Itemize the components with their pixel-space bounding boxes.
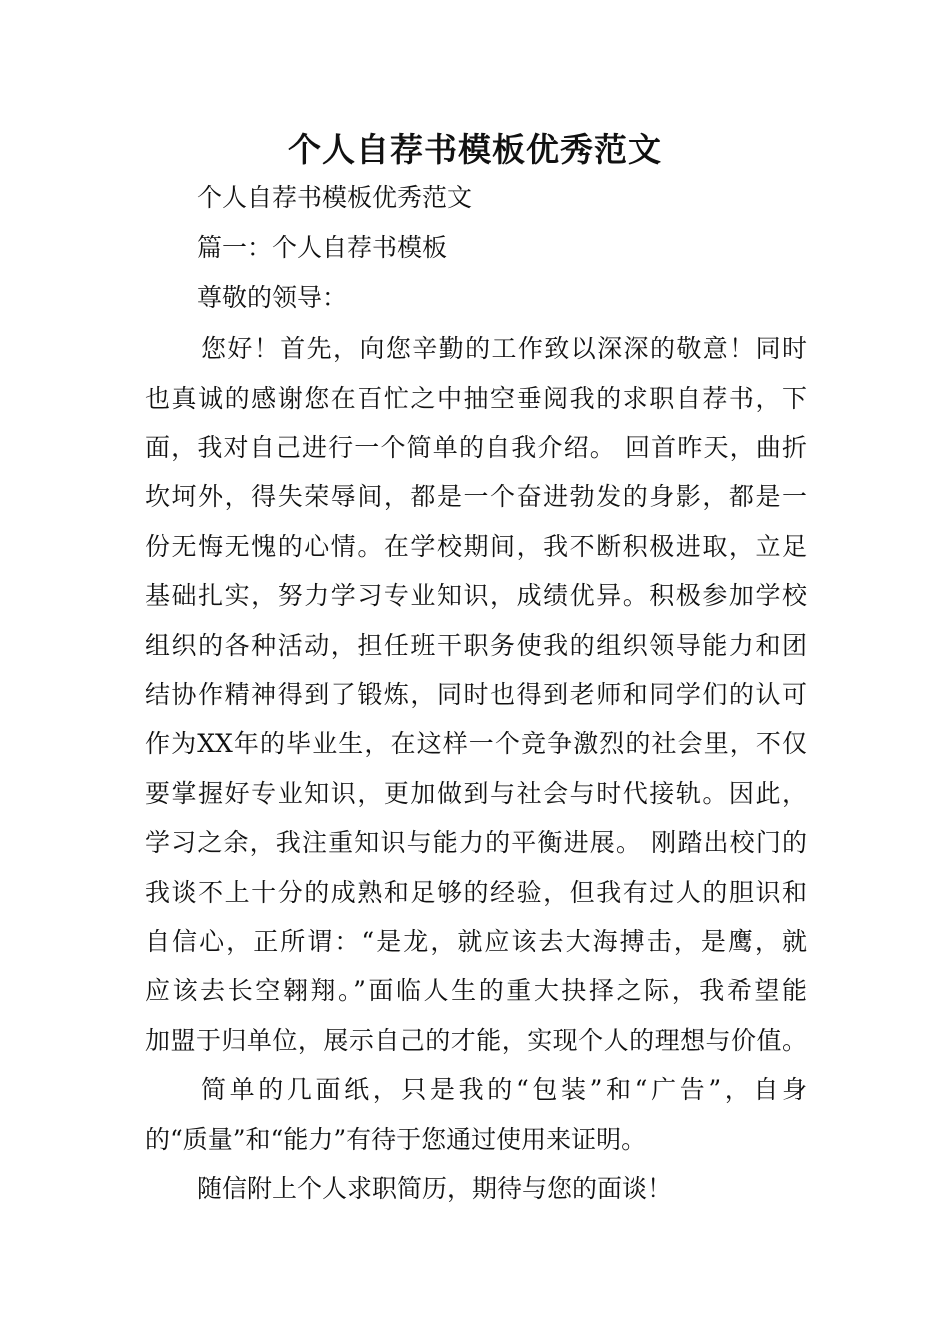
document-title: 个人自荐书模板优秀范文 <box>288 130 662 169</box>
body-line: 我谈不上十分的成熟和足够的经验，但我有过人的胆识和 <box>145 878 807 907</box>
salutation: 尊敬的领导： <box>197 283 348 312</box>
body-line: 基础扎实，努力学习专业知识，成绩优异。积极参加学校 <box>145 581 807 610</box>
closing-line: 随信附上个人求职简历，期待与您的面谈！ <box>197 1174 673 1203</box>
body-line: 也真诚的感谢您在百忙之中抽空垂阅我的求职自荐书，下 <box>145 384 807 413</box>
body-line: 坎坷外，得失荣辱间，都是一个奋进勃发的身影，都是一 <box>145 482 807 511</box>
section-heading: 篇一：个人自荐书模板 <box>197 233 448 262</box>
body-line: 的“质量”和“能力”有待于您通过使用来证明。 <box>145 1125 647 1154</box>
body-line: 结协作精神得到了锻炼，同时也得到老师和同学们的认可 <box>145 680 807 709</box>
body-line: 作为XX年的毕业生，在这样一个竞争激烈的社会里，不仅 <box>145 729 807 758</box>
body-line: 简单的几面纸，只是我的“包装”和“广告”，自身 <box>201 1075 807 1104</box>
body-line: 组织的各种活动，担任班干职务使我的组织领导能力和团 <box>145 631 807 660</box>
body-line: 份无悔无愧的心情。在学校期间，我不断积极进取，立足 <box>145 532 807 561</box>
subtitle-line: 个人自荐书模板优秀范文 <box>197 183 473 212</box>
body-line: 您好！首先，向您辛勤的工作致以深深的敬意！同时 <box>201 334 807 363</box>
body-line: 学习之余，我注重知识与能力的平衡进展。 刚踏出校门的 <box>145 828 807 857</box>
body-line: 要掌握好专业知识，更加做到与社会与时代接轨。因此， <box>145 779 807 808</box>
body-line: 自信心，正所谓：“是龙，就应该去大海搏击，是鹰，就 <box>145 927 807 956</box>
body-line: 面，我对自己进行一个简单的自我介绍。 回首昨天，曲折 <box>145 433 807 462</box>
body-line: 加盟于归单位，展示自己的才能，实现个人的理想与价值。 <box>145 1026 807 1055</box>
body-line: 应该去长空翱翔。”面临人生的重大抉择之际，我希望能 <box>145 976 807 1005</box>
